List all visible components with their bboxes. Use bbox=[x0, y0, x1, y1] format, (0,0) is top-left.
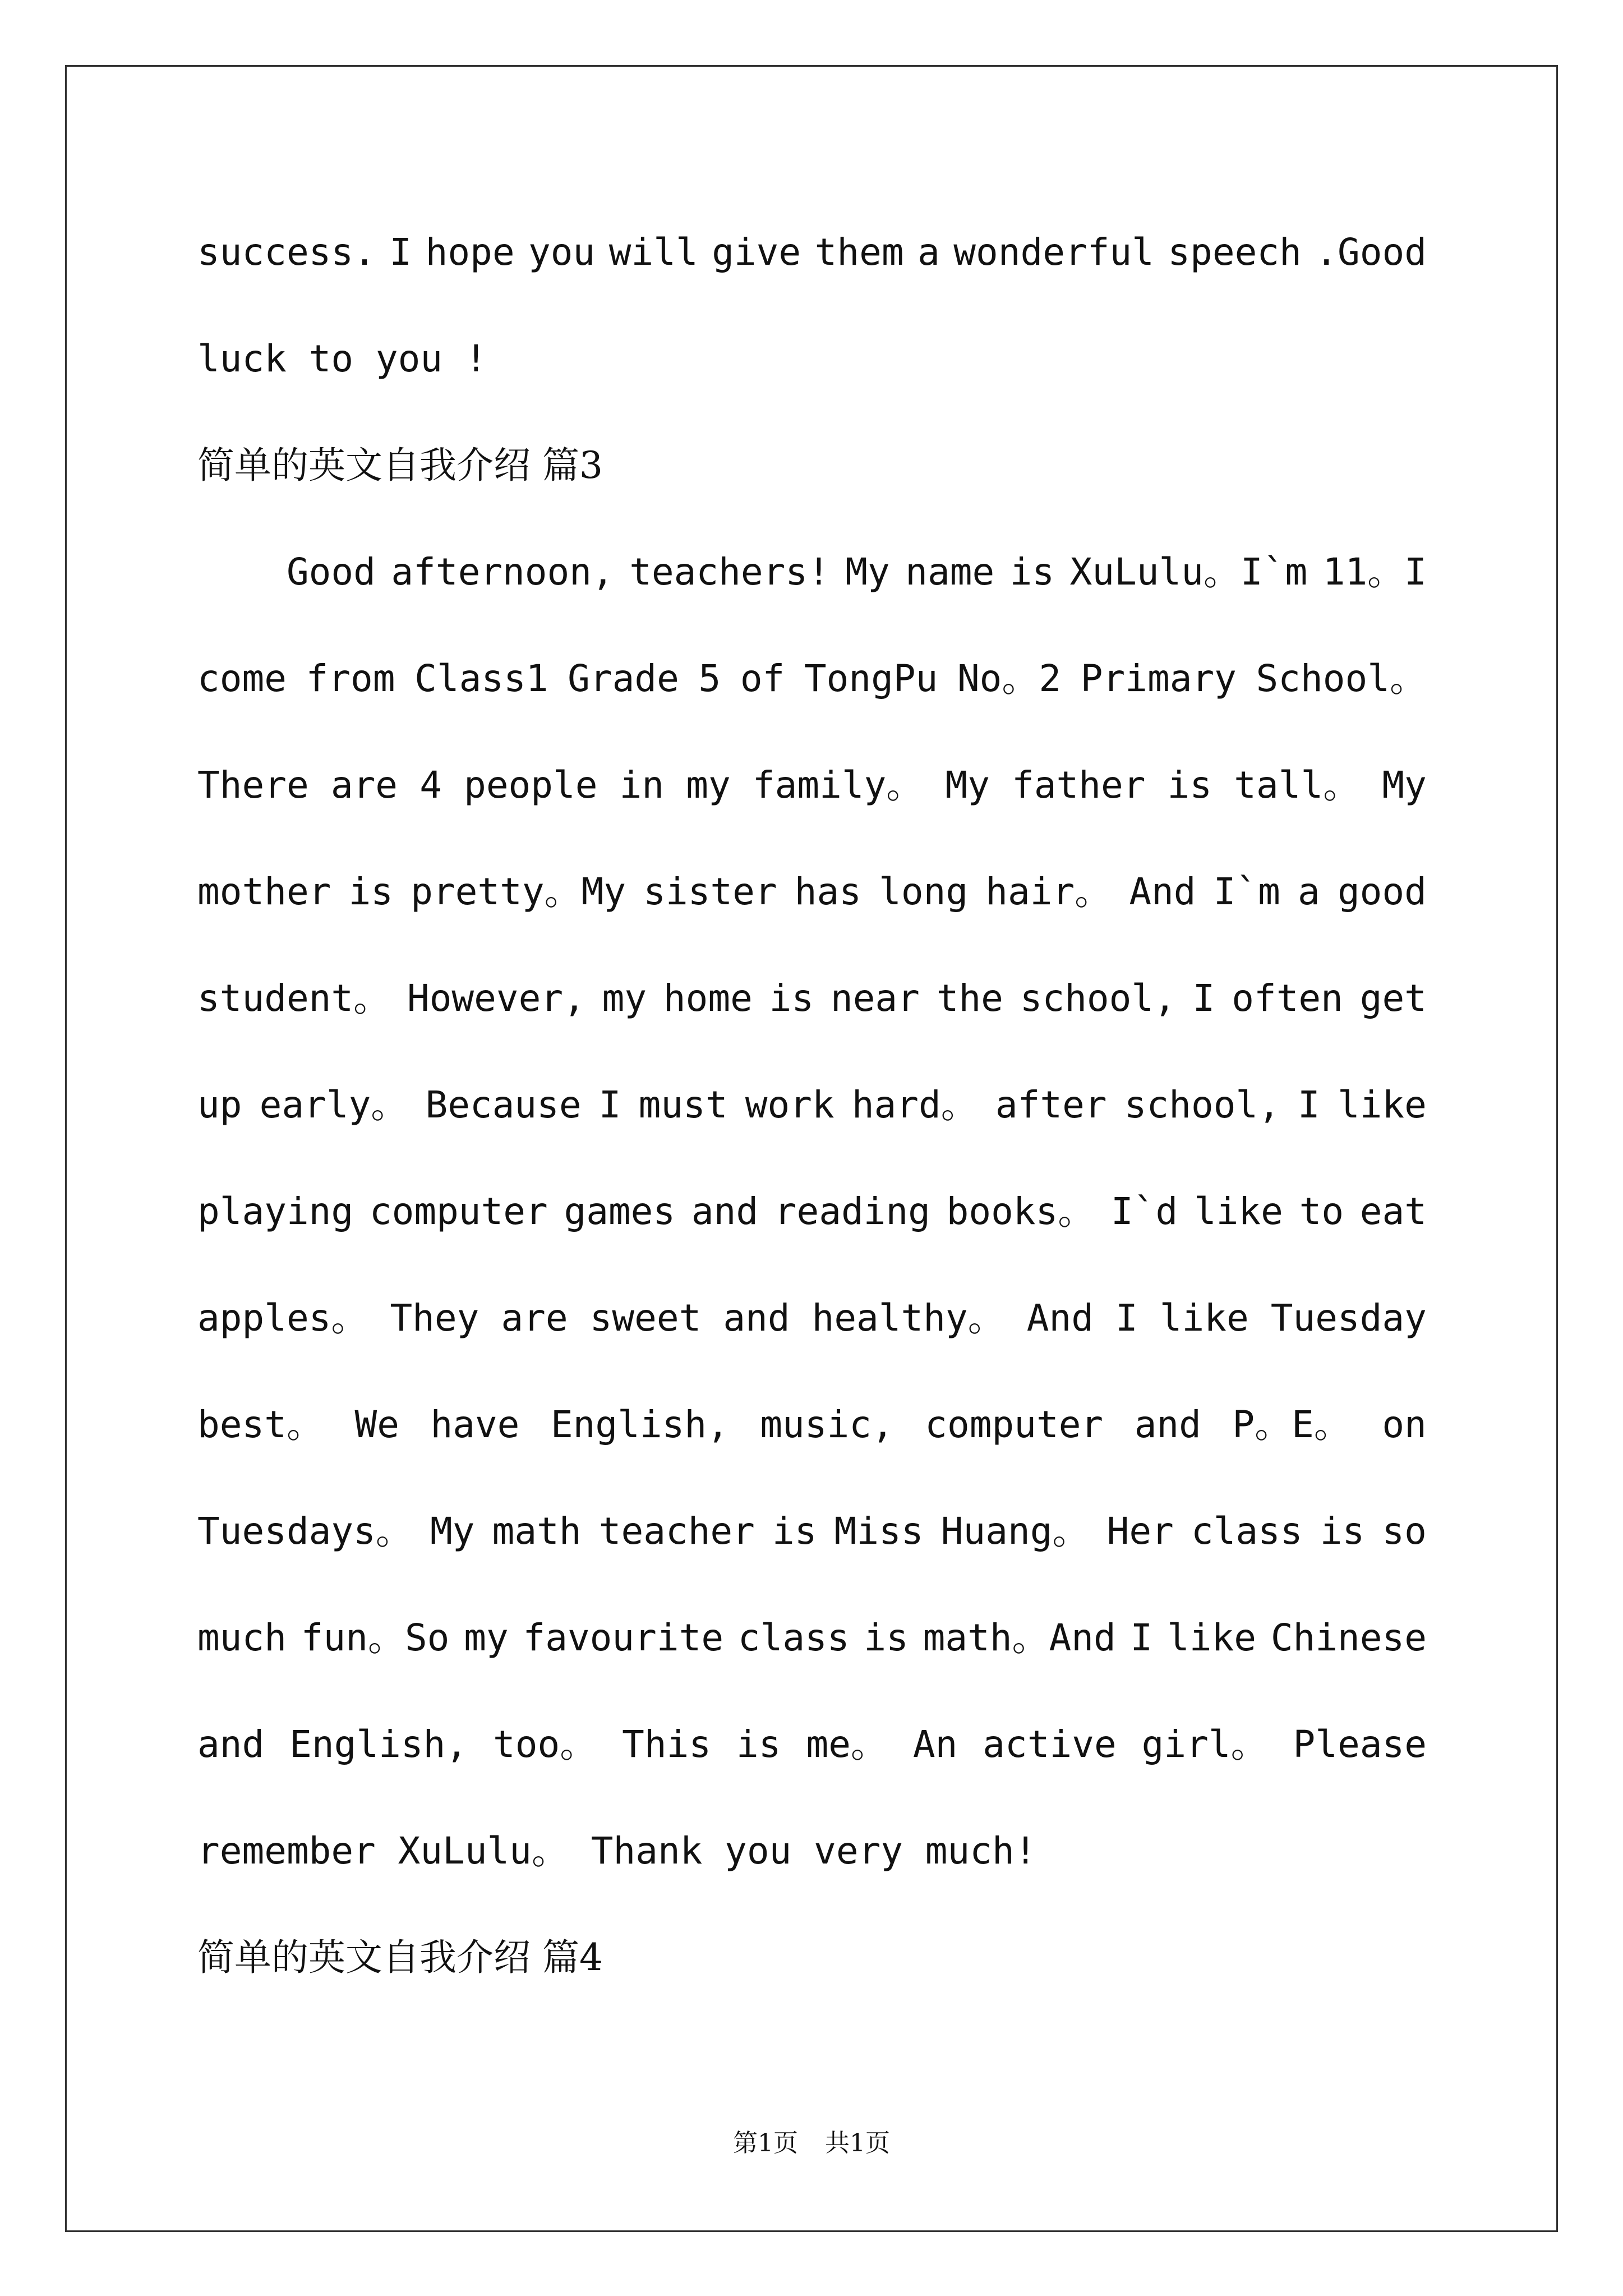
word: My bbox=[845, 550, 890, 593]
word: XuLulu。I`m bbox=[1069, 550, 1308, 593]
word: I bbox=[389, 231, 412, 274]
word: and bbox=[723, 1296, 790, 1340]
word: favourite bbox=[523, 1616, 724, 1659]
word: wonderful bbox=[953, 231, 1154, 274]
word: my bbox=[686, 763, 731, 807]
word: Please bbox=[1293, 1723, 1427, 1766]
word: is bbox=[864, 1616, 909, 1659]
word: is bbox=[348, 870, 394, 913]
word: I`d bbox=[1111, 1190, 1178, 1233]
word: However, bbox=[407, 977, 585, 1020]
word: have bbox=[430, 1403, 520, 1446]
word: is bbox=[1009, 550, 1055, 593]
word: long bbox=[879, 870, 969, 913]
word: a bbox=[1298, 870, 1320, 913]
text-line bbox=[197, 547, 1427, 597]
word: like bbox=[1159, 1296, 1249, 1340]
word: best。 bbox=[197, 1403, 324, 1446]
word: often bbox=[1232, 977, 1343, 1020]
word: must bbox=[638, 1083, 728, 1126]
word: Miss bbox=[834, 1510, 924, 1553]
word: family。 bbox=[752, 763, 924, 807]
word: P。E。 bbox=[1232, 1403, 1351, 1446]
word: Huang。 bbox=[940, 1510, 1090, 1553]
word: hair。 bbox=[985, 870, 1112, 913]
word: Primary bbox=[1080, 657, 1237, 700]
word: TongPu bbox=[804, 657, 938, 700]
text-line bbox=[197, 1186, 1427, 1237]
word: I bbox=[1192, 977, 1215, 1020]
word: school, bbox=[1020, 977, 1176, 1020]
text-line bbox=[197, 1613, 1427, 1663]
word: father bbox=[1012, 763, 1146, 807]
word: math bbox=[492, 1510, 582, 1553]
text-line bbox=[197, 654, 1427, 704]
word: Her bbox=[1106, 1510, 1174, 1553]
text-line: luck to you ! bbox=[197, 337, 487, 380]
text-line bbox=[197, 1400, 1427, 1450]
word: 4 bbox=[419, 763, 442, 807]
word: sweet bbox=[589, 1296, 702, 1340]
word: and bbox=[691, 1190, 759, 1233]
text-line bbox=[197, 1080, 1427, 1130]
word: much bbox=[197, 1616, 287, 1659]
word: like bbox=[1167, 1616, 1257, 1659]
word: This bbox=[622, 1723, 712, 1766]
word: An bbox=[912, 1723, 958, 1766]
word: my bbox=[602, 977, 647, 1020]
word: home bbox=[663, 977, 753, 1020]
word: And bbox=[1129, 870, 1196, 913]
word: like bbox=[1337, 1083, 1427, 1126]
word: teachers! bbox=[629, 550, 830, 593]
word: books。 bbox=[946, 1190, 1095, 1233]
word: pretty。My bbox=[411, 870, 626, 913]
word: Grade bbox=[568, 657, 679, 700]
word: is bbox=[1167, 763, 1212, 807]
word: 5 bbox=[698, 657, 721, 700]
word: My bbox=[945, 763, 990, 807]
word: me。 bbox=[806, 1723, 888, 1766]
word: to bbox=[1299, 1190, 1344, 1233]
word: is bbox=[772, 1510, 817, 1553]
page-footer bbox=[0, 2123, 1623, 2159]
word: I bbox=[1115, 1296, 1138, 1340]
word: you bbox=[528, 231, 596, 274]
word: Chinese bbox=[1270, 1616, 1427, 1659]
word: I bbox=[598, 1083, 621, 1126]
word: up bbox=[197, 1083, 242, 1126]
word: after bbox=[995, 1083, 1107, 1126]
word: sister bbox=[643, 870, 777, 913]
word: Tuesdays。 bbox=[197, 1510, 413, 1553]
word: Good bbox=[197, 550, 376, 593]
word: and bbox=[1134, 1403, 1201, 1446]
text-line bbox=[197, 867, 1427, 917]
word: teacher bbox=[598, 1510, 755, 1553]
word: active bbox=[983, 1723, 1117, 1766]
word: class bbox=[1191, 1510, 1303, 1553]
word: from bbox=[306, 657, 395, 700]
word: My bbox=[430, 1510, 475, 1553]
word: early。 bbox=[259, 1083, 408, 1126]
word: are bbox=[501, 1296, 568, 1340]
word: hope bbox=[425, 231, 515, 274]
word: healthy。 bbox=[811, 1296, 1005, 1340]
word: mother bbox=[197, 870, 331, 913]
word: music, bbox=[760, 1403, 894, 1446]
word: too。 bbox=[492, 1723, 597, 1766]
word: get bbox=[1359, 977, 1427, 1020]
word: the bbox=[936, 977, 1003, 1020]
word: is bbox=[736, 1723, 781, 1766]
word: so bbox=[1382, 1510, 1427, 1553]
word: class bbox=[737, 1616, 850, 1659]
word: fun。So bbox=[301, 1616, 450, 1659]
word: on bbox=[1382, 1403, 1427, 1446]
word: and bbox=[197, 1723, 265, 1766]
word: like bbox=[1193, 1190, 1283, 1233]
word: has bbox=[794, 870, 861, 913]
page-number: 第1页 bbox=[733, 2129, 798, 2157]
word: good bbox=[1337, 870, 1427, 913]
word: are bbox=[330, 763, 398, 807]
word: I bbox=[1130, 1616, 1153, 1659]
word: math。And bbox=[923, 1616, 1116, 1659]
word: people bbox=[464, 763, 598, 807]
word: They bbox=[390, 1296, 479, 1340]
word: student。 bbox=[197, 977, 391, 1020]
word: English, bbox=[550, 1403, 729, 1446]
word: is bbox=[1320, 1510, 1365, 1553]
word: near bbox=[830, 977, 920, 1020]
word: No。2 bbox=[957, 657, 1062, 700]
word: And bbox=[1026, 1296, 1094, 1340]
word: girl。 bbox=[1141, 1723, 1268, 1766]
word: computer bbox=[925, 1403, 1104, 1446]
word: eat bbox=[1359, 1190, 1427, 1233]
word: Tuesday bbox=[1270, 1296, 1427, 1340]
word: school, bbox=[1124, 1083, 1280, 1126]
word: Class1 bbox=[414, 657, 548, 700]
word: a bbox=[917, 231, 940, 274]
text-line bbox=[197, 973, 1427, 1024]
word: I`m bbox=[1213, 870, 1280, 913]
text-line bbox=[197, 1506, 1427, 1557]
word: apples。 bbox=[197, 1296, 368, 1340]
word: of bbox=[740, 657, 785, 700]
text-line bbox=[197, 227, 1427, 278]
word: English, bbox=[289, 1723, 468, 1766]
text-line bbox=[197, 1293, 1427, 1343]
word: in bbox=[619, 763, 665, 807]
word: I bbox=[1298, 1083, 1320, 1126]
word: My bbox=[1382, 763, 1427, 807]
word: playing bbox=[197, 1190, 354, 1233]
word: my bbox=[464, 1616, 509, 1659]
page-frame bbox=[65, 65, 1558, 2232]
word: is bbox=[769, 977, 814, 1020]
word: School。 bbox=[1256, 657, 1427, 700]
word: come bbox=[197, 657, 287, 700]
text-line bbox=[197, 760, 1427, 811]
word: tall。 bbox=[1234, 763, 1361, 807]
word: name bbox=[905, 550, 995, 593]
word: success. bbox=[197, 231, 376, 274]
page-total: 共1页 bbox=[825, 2129, 890, 2157]
word: 11。I bbox=[1322, 550, 1427, 593]
word: will bbox=[608, 231, 698, 274]
section-heading: 简单的英文自我介绍 篇4 bbox=[197, 1936, 603, 1979]
text-line: remember XuLulu。 Thank you very much! bbox=[197, 1829, 1037, 1872]
word: computer bbox=[369, 1190, 548, 1233]
word: .Good bbox=[1315, 231, 1427, 274]
word: There bbox=[197, 763, 309, 807]
word: afternoon, bbox=[391, 550, 614, 593]
word: speech bbox=[1168, 231, 1302, 274]
word: work bbox=[745, 1083, 834, 1126]
word: hard。 bbox=[851, 1083, 978, 1126]
word: games bbox=[564, 1190, 676, 1233]
word: Because bbox=[425, 1083, 582, 1126]
word: give bbox=[712, 231, 801, 274]
word: We bbox=[354, 1403, 399, 1446]
text-line bbox=[197, 1719, 1427, 1770]
section-heading: 简单的英文自我介绍 篇3 bbox=[197, 444, 603, 487]
word: them bbox=[814, 231, 904, 274]
word: reading bbox=[774, 1190, 930, 1233]
